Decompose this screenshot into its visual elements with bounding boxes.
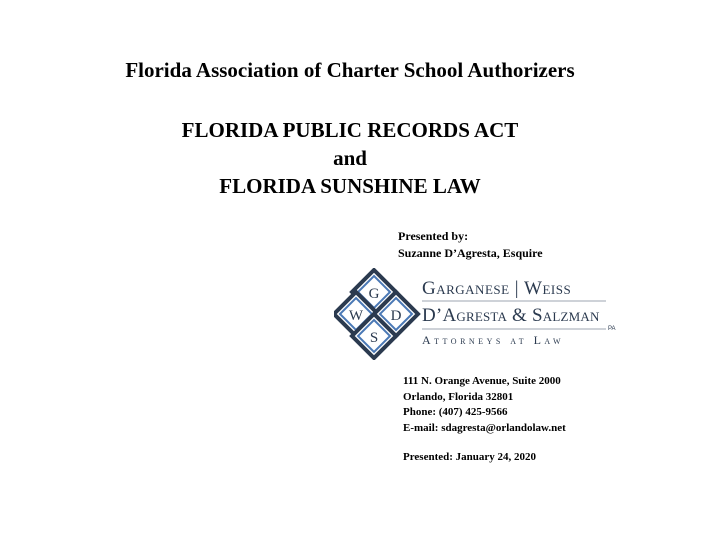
presenter-block bbox=[398, 228, 543, 262]
logo-letter-w: W bbox=[348, 308, 364, 324]
firm-logo-graphic bbox=[334, 268, 624, 360]
firm-logo bbox=[334, 268, 624, 360]
logo-name-line-2: D’Agresta & Salzman bbox=[422, 305, 600, 326]
presenter-label: Presented by: bbox=[398, 229, 469, 243]
logo-suffix: PA bbox=[608, 326, 616, 332]
contact-address-2: Orlando, Florida 32801 bbox=[403, 390, 514, 403]
topic-line-1: FLORIDA PUBLIC RECORDS ACT bbox=[181, 118, 519, 142]
contact-spacer bbox=[403, 436, 566, 450]
organization-title: Florida Association of Charter School Authorizers bbox=[125, 58, 575, 82]
contact-phone: Phone: (407) 425-9566 bbox=[403, 406, 508, 418]
presented-date: Presented: January 24, 2020 bbox=[403, 451, 537, 463]
topic-line-2: and bbox=[333, 146, 367, 170]
topic-line-3: FLORIDA SUNSHINE LAW bbox=[219, 174, 481, 198]
presentation-topic bbox=[0, 116, 700, 200]
contact-address-1: 111 N. Orange Avenue, Suite 2000 bbox=[403, 375, 561, 387]
contact-email: E-mail: sdagresta@orlandolaw.net bbox=[403, 421, 566, 434]
logo-letter-d: D bbox=[390, 308, 402, 324]
logo-letter-s: S bbox=[369, 330, 379, 346]
presenter-name: Suzanne D’Agresta, Esquire bbox=[398, 246, 543, 260]
contact-block bbox=[403, 374, 566, 466]
logo-tagline: Attorneys at Law bbox=[422, 333, 565, 347]
logo-letter-g: G bbox=[368, 286, 380, 302]
logo-emblem bbox=[334, 270, 418, 358]
logo-name-line-1: Garganese | Weiss bbox=[422, 278, 572, 299]
